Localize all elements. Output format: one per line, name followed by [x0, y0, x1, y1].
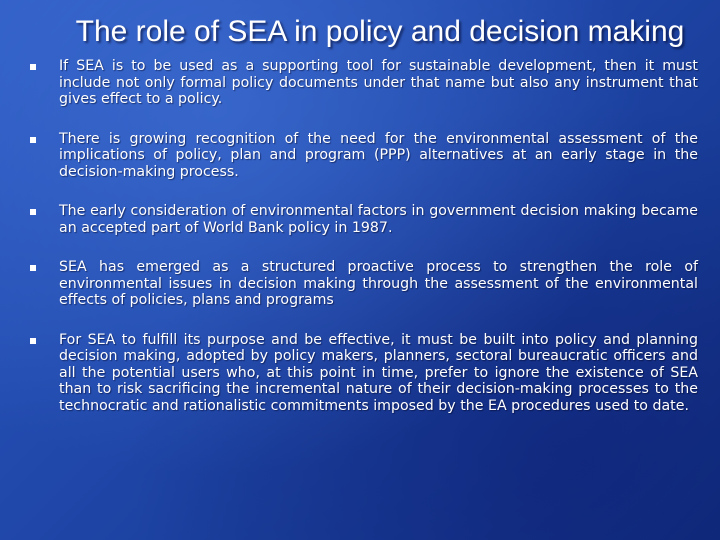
- bullet-list: [22, 58, 698, 414]
- bullet-text: If SEA is to be used as a supporting tool for sustainable development, then it must include not only formal policy documents under that name but also any instrument that gives effect to a policy.: [59, 58, 698, 107]
- square-bullet-icon: [30, 64, 36, 70]
- bullet-item: [22, 203, 698, 236]
- square-bullet-icon: [30, 209, 36, 215]
- square-bullet-icon: [30, 137, 36, 143]
- slide-content: [22, 58, 698, 437]
- bullet-item: [22, 131, 698, 181]
- bullet-item: [22, 58, 698, 108]
- square-bullet-icon: [30, 338, 36, 344]
- bullet-text: SEA has emerged as a structured proactive process to strengthen the role of environmental issues in decision making through the assessment of the environmental effects of policies, plans and programs: [59, 259, 698, 308]
- bullet-item: [22, 259, 698, 309]
- bullet-text: There is growing recognition of the need for the environmental assessment of the implications of policy, plan and program (PPP) alternatives at an early stage in the decision-making process.: [59, 130, 698, 180]
- bullet-item: [22, 332, 698, 415]
- bullet-text: For SEA to fulfill its purpose and be effective, it must be built into policy and planning decision making, adopted by policy makers, planners, sectoral bureaucratic officers and all the potential users who, at this point in time, prefer to ignore the existence of SEA than to risk sacrificing the incremental nature of their decision-making processes to the technocratic and rationalistic commitments imposed by the EA procedures used to date.: [59, 331, 698, 414]
- square-bullet-icon: [30, 265, 36, 271]
- bullet-text: The early consideration of environmental factors in government decision making became an accepted part of World Bank policy in 1987.: [59, 203, 698, 236]
- slide-title: The role of SEA in policy and decision making: [75, 15, 685, 48]
